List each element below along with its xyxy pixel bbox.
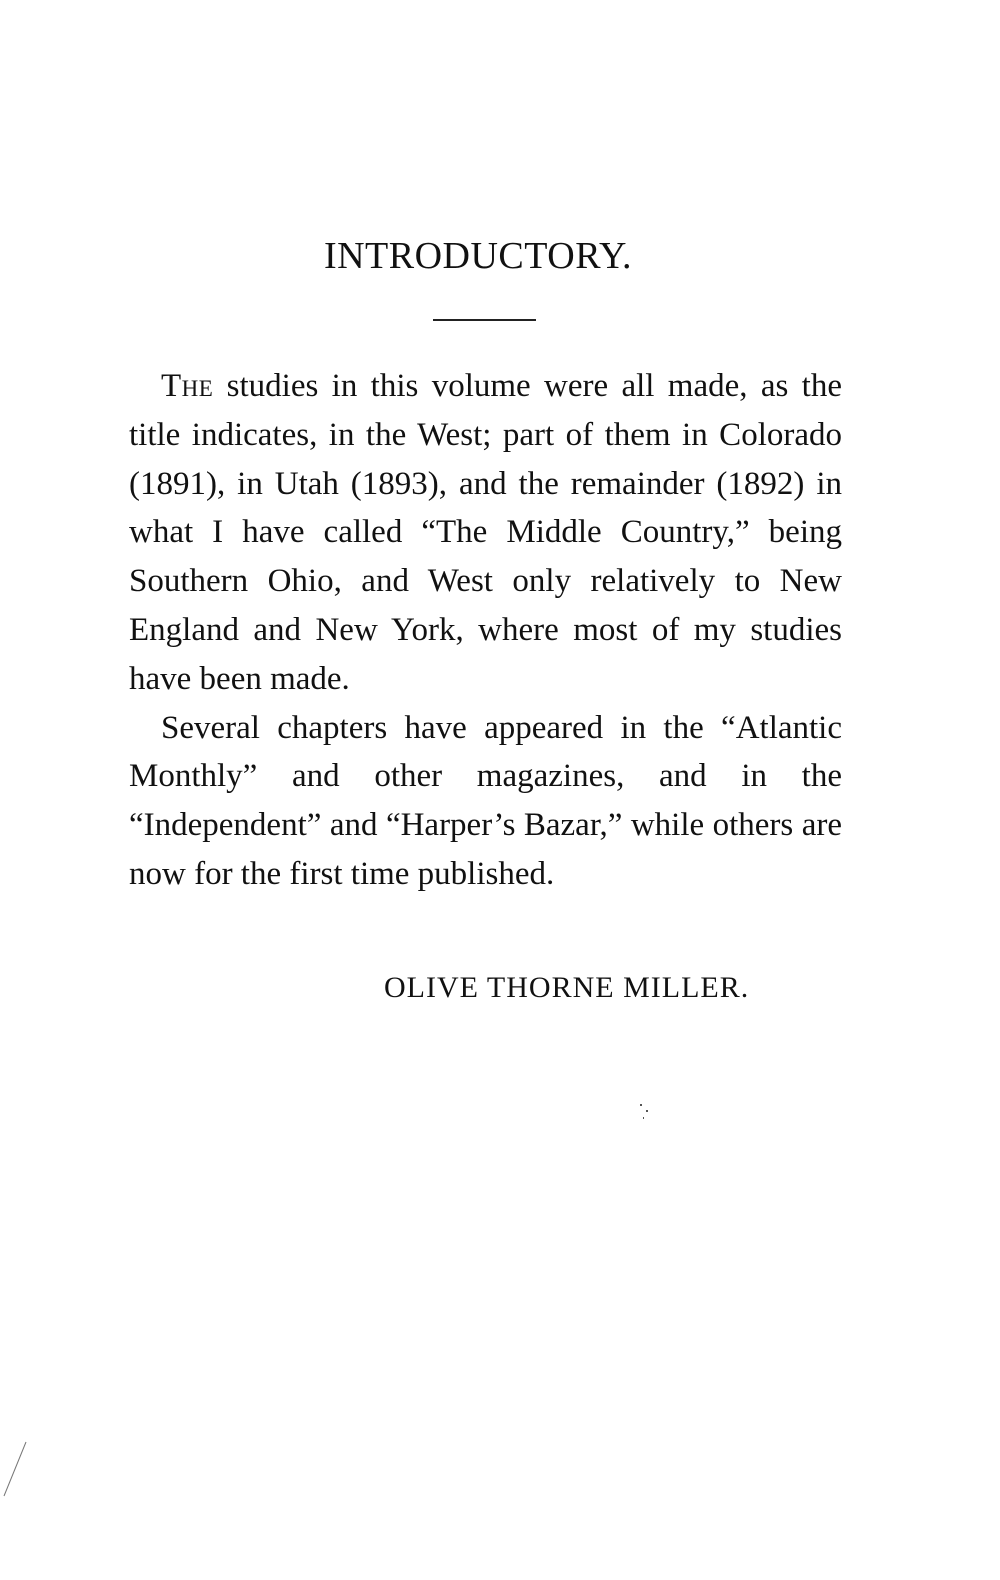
page-heading bbox=[0, 233, 1000, 279]
heading-text: INTRODUCTORY. bbox=[323, 235, 633, 277]
scan-speck bbox=[640, 1104, 642, 1106]
body-text bbox=[129, 362, 842, 899]
paragraph-1-lead: The bbox=[161, 368, 214, 404]
author-signature: OLIVE THORNE MILLER. bbox=[384, 971, 750, 1004]
paragraph-2-text: Several chapters have appeared in the “Atlantic Monthly” and other magazines, and in the “Independent” and “Harper’s Bazar,” while others are now for the first time published. bbox=[129, 709, 842, 892]
paragraph-2 bbox=[129, 704, 842, 899]
scan-stroke bbox=[0, 1440, 30, 1500]
scan-speck bbox=[643, 1117, 644, 1119]
heading-rule bbox=[433, 319, 536, 321]
paragraph-1-text: studies in this volume were all made, as the title indicates, in the West; part of them in Colorado (1891), in Utah (1893), and the remainder (1892) in what I have called “The Middle Country,” being Southern Ohio, and West only relatively to New England and New York, where most of my studies have been made. bbox=[129, 368, 842, 697]
scan-speck bbox=[646, 1110, 648, 1112]
paragraph-1 bbox=[129, 362, 842, 704]
